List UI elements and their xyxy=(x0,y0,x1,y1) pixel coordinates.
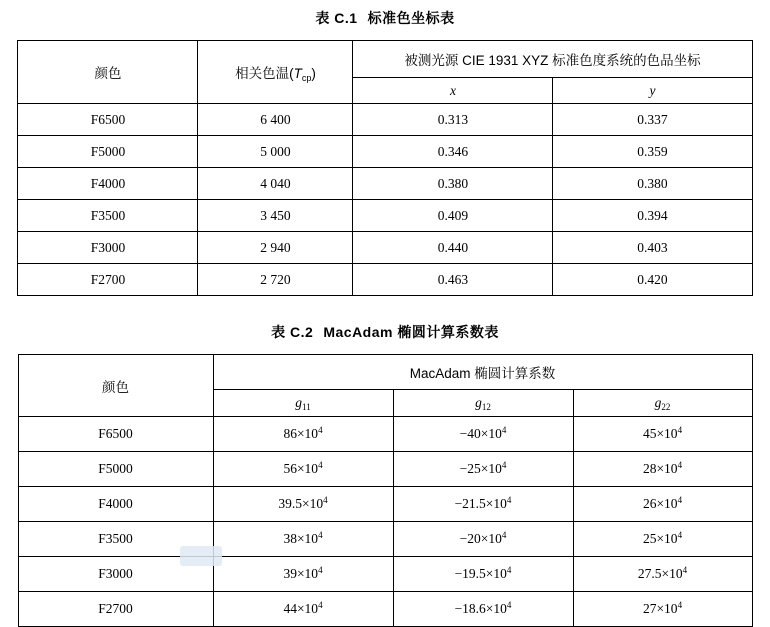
table-c2-header-g22 xyxy=(573,390,752,417)
table-row xyxy=(18,168,752,200)
table-row xyxy=(18,452,752,487)
table-c2-cell-color: F5000 xyxy=(18,452,213,487)
table-c2-header-g22-subscript: 22 xyxy=(661,402,671,412)
table-c1-title-text: 标准色坐标表 xyxy=(367,10,455,26)
table-c1-title-label: 表 C.1 xyxy=(315,10,358,26)
table-c1-cell-y: 0.403 xyxy=(553,232,752,264)
table-c2-header-g22-symbol: g xyxy=(654,395,662,410)
table-c2-cell-g12-value: −40×10 xyxy=(459,426,502,441)
table-c2-cell-g22-value: 28×10 xyxy=(642,461,678,476)
table-row xyxy=(18,487,752,522)
table-row xyxy=(18,264,752,296)
table-c1-cell-x: 0.440 xyxy=(353,232,553,264)
table-c2-cell-g22-exponent: 4 xyxy=(677,600,683,610)
table-row xyxy=(18,136,752,168)
table-c2-cell-g22 xyxy=(573,557,752,592)
table-c1-header-color: 颜色 xyxy=(18,41,198,104)
table-c2-cell-g11-exponent: 4 xyxy=(318,530,323,540)
table-c2-cell-g12-exponent: 4 xyxy=(501,425,507,435)
table-c1-cell-color: F3000 xyxy=(18,232,198,264)
table-c2-cell-g12-value: −21.5×10 xyxy=(454,496,507,511)
table-c2-cell-g12 xyxy=(393,487,573,522)
table-c1-header-coords-group: 被测光源 CIE 1931 XYZ 标准色度系统的色品坐标 xyxy=(353,41,752,78)
table-c2-cell-g22 xyxy=(573,522,752,557)
table-c2-cell-g11-value: 44×10 xyxy=(283,601,319,616)
table-c1-cell-color: F6500 xyxy=(18,104,198,136)
table-row xyxy=(18,232,752,264)
table-c2-cell-g12-value: −18.6×10 xyxy=(454,601,507,616)
table-c1-cell-x: 0.380 xyxy=(353,168,553,200)
table-c1-header-x: x xyxy=(353,78,553,104)
table-c2-cell-g12-exponent: 4 xyxy=(506,565,512,575)
table-c2-cell-g11-exponent: 4 xyxy=(318,425,323,435)
table-c1-cell-color: F3500 xyxy=(18,200,198,232)
table-c2-cell-g11 xyxy=(213,487,393,522)
watermark-overlay xyxy=(180,546,222,566)
table-c2-cell-g11-value: 39×10 xyxy=(283,566,319,581)
table-c1-cell-y: 0.359 xyxy=(553,136,752,168)
table-c2-cell-g12-exponent: 4 xyxy=(506,495,512,505)
table-c2-cell-g22-value: 26×10 xyxy=(642,496,678,511)
table-c2-cell-color: F6500 xyxy=(18,417,213,452)
table-c1-title xyxy=(0,8,770,28)
table-c1-header-cct-symbol: T xyxy=(293,66,302,81)
table-c2-cell-g22-value: 25×10 xyxy=(642,531,678,546)
table-row xyxy=(18,557,752,592)
table-c1-cell-cct: 5 000 xyxy=(198,136,353,168)
table-c2-cell-g12-exponent: 4 xyxy=(501,460,507,470)
table-c2-cell-g11-exponent: 4 xyxy=(323,495,328,505)
table-c2-cell-g12 xyxy=(393,557,573,592)
table-c2-cell-g12-exponent: 4 xyxy=(506,600,512,610)
table-c2-cell-g12 xyxy=(393,522,573,557)
table-c2-header-g12-symbol: g xyxy=(475,395,482,410)
table-c1-header-y: y xyxy=(553,78,752,104)
table-c2-header-g11-subscript: 11 xyxy=(302,402,311,412)
table-c1-cell-color: F2700 xyxy=(18,264,198,296)
table-row xyxy=(18,104,752,136)
table-c2-title xyxy=(0,322,770,342)
table-c2-cell-g22-exponent: 4 xyxy=(677,530,683,540)
table-c2-header-color: 颜色 xyxy=(18,355,213,417)
table-c2-cell-g11-value: 38×10 xyxy=(283,531,319,546)
table-c2-title-label: 表 C.2 xyxy=(271,324,314,340)
table-row xyxy=(18,522,752,557)
table-c2-cell-g22-exponent: 4 xyxy=(677,460,683,470)
table-c1-cell-y: 0.380 xyxy=(553,168,752,200)
table-c2-header-g12 xyxy=(393,390,573,417)
table-c2-cell-g11 xyxy=(213,417,393,452)
table-c2-title-text: MacAdam 椭圆计算系数表 xyxy=(323,324,499,340)
table-c2-cell-g22-exponent: 4 xyxy=(682,565,688,575)
table-c1-cell-x: 0.409 xyxy=(353,200,553,232)
table-c2-cell-g12-value: −20×10 xyxy=(459,531,502,546)
table-c2-cell-color: F3000 xyxy=(18,557,213,592)
table-c1-cell-y: 0.337 xyxy=(553,104,752,136)
table-c1-cell-cct: 6 400 xyxy=(198,104,353,136)
table-c2-cell-g12-value: −25×10 xyxy=(459,461,502,476)
table-c2-cell-g11-value: 86×10 xyxy=(283,426,319,441)
table-c2-cell-g11-exponent: 4 xyxy=(318,565,323,575)
table-c1-cell-cct: 2 720 xyxy=(198,264,353,296)
table-c1-cell-cct: 3 450 xyxy=(198,200,353,232)
table-c2-cell-g22-value: 27×10 xyxy=(642,601,678,616)
table-row xyxy=(18,417,752,452)
table-c1-cell-y: 0.420 xyxy=(553,264,752,296)
table-c1-header-cct-subscript: cp xyxy=(301,73,312,83)
table-c1-cell-color: F5000 xyxy=(18,136,198,168)
table-c2-cell-color: F4000 xyxy=(18,487,213,522)
table-c2-cell-g12 xyxy=(393,452,573,487)
table-c2-header-g12-subscript: 12 xyxy=(481,402,491,412)
table-c1-header-row-1 xyxy=(18,41,752,78)
table-c2-cell-g11 xyxy=(213,452,393,487)
table-c2-cell-g11-exponent: 4 xyxy=(318,600,323,610)
table-c2-cell-g22 xyxy=(573,487,752,522)
table-c2-cell-g11 xyxy=(213,522,393,557)
table-row xyxy=(18,200,752,232)
table-c1-cell-x: 0.463 xyxy=(353,264,553,296)
table-c2-cell-g11-value: 39.5×10 xyxy=(278,496,324,511)
table-c2-cell-g22-value: 45×10 xyxy=(642,426,678,441)
table-c2-cell-g22 xyxy=(573,452,752,487)
table-c2-header-group: MacAdam 椭圆计算系数 xyxy=(213,355,752,390)
table-c1-cell-y: 0.394 xyxy=(553,200,752,232)
table-c2 xyxy=(18,354,753,627)
table-c2-cell-g12 xyxy=(393,417,573,452)
table-c1-header-cct-text: 相关色温( xyxy=(235,66,294,81)
table-c2-cell-g22-exponent: 4 xyxy=(677,425,683,435)
table-c2-cell-color: F2700 xyxy=(18,592,213,627)
table-c2-header-row-1 xyxy=(18,355,752,390)
table-c1-cell-color: F4000 xyxy=(18,168,198,200)
table-c2-cell-g22-exponent: 4 xyxy=(677,495,683,505)
table-c1-cell-x: 0.346 xyxy=(353,136,553,168)
table-c1-cell-cct: 2 940 xyxy=(198,232,353,264)
table-c2-cell-g12-exponent: 4 xyxy=(501,530,507,540)
table-c2-cell-g22 xyxy=(573,417,752,452)
table-c2-cell-g11 xyxy=(213,557,393,592)
table-c1-header-cct-close: ) xyxy=(311,66,316,81)
table-c2-cell-g11-exponent: 4 xyxy=(318,460,323,470)
table-c1-header-cct xyxy=(198,41,353,104)
table-c2-cell-g12-value: −19.5×10 xyxy=(454,566,507,581)
table-c2-cell-g22-value: 27.5×10 xyxy=(637,566,683,581)
table-c1-cell-cct: 4 040 xyxy=(198,168,353,200)
table-c2-header-g11 xyxy=(213,390,393,417)
table-c2-cell-color: F3500 xyxy=(18,522,213,557)
table-c2-cell-g11-value: 56×10 xyxy=(283,461,319,476)
table-c2-header-g11-symbol: g xyxy=(295,395,303,410)
table-c1-cell-x: 0.313 xyxy=(353,104,553,136)
table-c1 xyxy=(17,40,752,296)
